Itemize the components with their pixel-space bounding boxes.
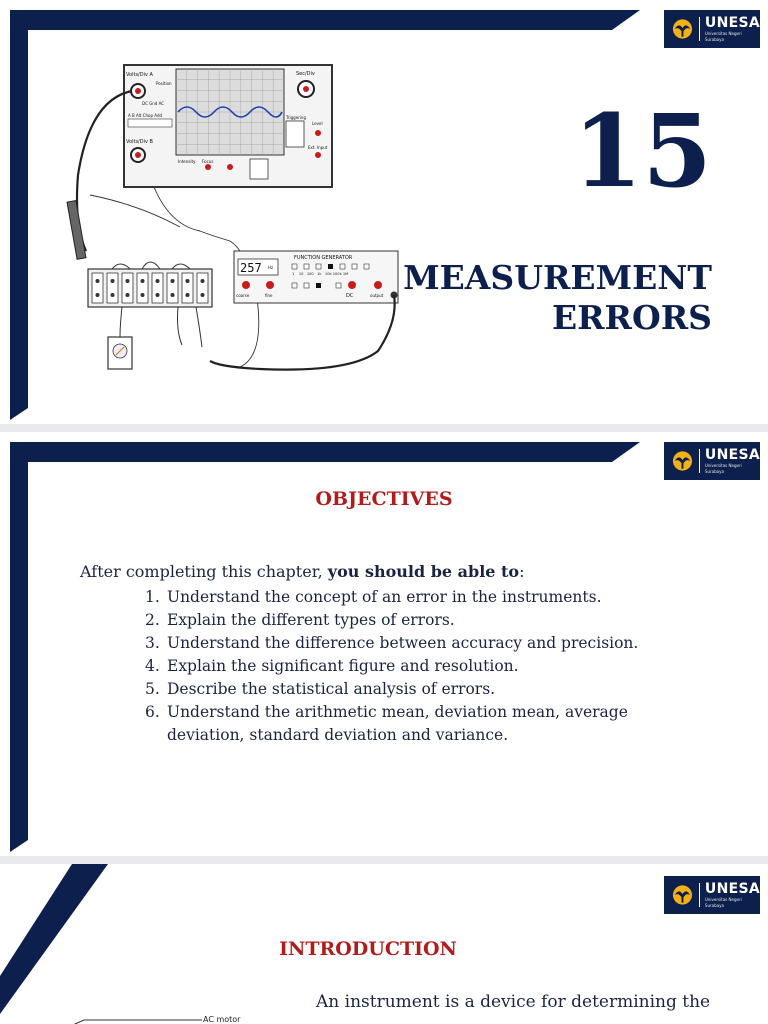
fg-output-label: output — [370, 293, 384, 298]
fg-unit: Hz — [268, 265, 274, 270]
logo-text — [705, 882, 760, 909]
level-label: Level — [312, 121, 323, 126]
logo-text — [705, 16, 760, 43]
introduction-body: An instrument is a device for determining the — [316, 992, 711, 1012]
intro-suffix: : — [519, 562, 525, 581]
intro-bold: you should be able to — [327, 562, 520, 581]
list-item-number: 6. — [145, 703, 160, 721]
logo-name: UNESA — [704, 14, 760, 31]
fg-title: FUNCTION GENERATOR — [294, 255, 353, 261]
list-item-text: Describe the statistical analysis of errors. — [167, 680, 496, 698]
title-slide — [0, 0, 768, 424]
fg-ranges: 1 10 100 1k 10k 100k 1M — [292, 272, 349, 276]
garuda-emblem-icon — [671, 17, 694, 41]
list-item — [145, 632, 705, 655]
trigger-label: Triggering — [286, 115, 306, 120]
garuda-emblem-icon — [671, 883, 694, 907]
list-item-text: Explain the significant figure and resolution. — [167, 657, 519, 675]
position-label: Position — [156, 81, 172, 86]
chapter-number: 15 — [572, 92, 712, 210]
volts-b-label: Volts/Div B — [126, 139, 153, 145]
fg-display-value: 257 — [240, 261, 262, 275]
logo-name: UNESA — [704, 880, 760, 897]
fg-fine-label: fine — [265, 293, 273, 298]
sec-div-label: Sec/Div — [296, 71, 315, 77]
focus-label: Focus — [202, 159, 214, 164]
logo-subtitle: Universitas Negeri Surabaya — [704, 462, 742, 474]
ext-input-label: Ext. Input — [308, 145, 328, 150]
intro-prefix: After completing this chapter, — [80, 562, 328, 581]
slide-separator — [0, 856, 768, 864]
objectives-intro — [80, 562, 525, 581]
unesa-logo — [664, 442, 760, 480]
probe — [67, 201, 86, 260]
introduction-heading: INTRODUCTION — [279, 938, 457, 960]
logo-divider — [699, 883, 700, 907]
list-item-text: Understand the concept of an error in the instruments. — [167, 588, 602, 606]
garuda-emblem-icon — [671, 449, 694, 473]
introduction-slide — [0, 864, 768, 1024]
logo-text — [705, 448, 760, 475]
fg-coarse-label: coarse — [236, 293, 250, 298]
objectives-slide — [0, 432, 768, 856]
logo-divider — [699, 449, 700, 473]
objectives-list — [145, 586, 705, 747]
list-item-text: Understand the difference between accuracy and precision. — [167, 634, 639, 652]
slide-separator — [0, 424, 768, 432]
list-item — [145, 678, 705, 701]
intensity-label: Intensity — [178, 159, 196, 164]
modes-label: A B Alt Chop Add — [128, 113, 163, 118]
logo-name: UNESA — [704, 446, 760, 463]
chapter-title — [403, 258, 712, 338]
objectives-heading: OBJECTIVES — [315, 488, 453, 510]
volts-a-label: Volts/Div A — [126, 72, 153, 78]
list-item — [145, 701, 705, 747]
chapter-title-line-1: MEASUREMENT — [403, 258, 712, 297]
list-item-number: 4. — [145, 657, 160, 675]
list-item-text: Explain the different types of errors. — [167, 611, 455, 629]
ac-motor-label: AC motor — [203, 1015, 241, 1024]
list-item — [145, 609, 705, 632]
unesa-logo — [664, 10, 760, 48]
fg-dc-label: DC — [346, 293, 354, 299]
unesa-logo — [664, 876, 760, 914]
list-item — [145, 655, 705, 678]
logo-subtitle: Universitas Negeri Surabaya — [704, 30, 742, 42]
dc-gnd-ac-label: DC Gnd AC — [142, 101, 165, 106]
list-item-number: 5. — [145, 680, 160, 698]
logo-divider — [699, 17, 700, 41]
list-item-number: 1. — [145, 588, 160, 606]
chapter-title-line-2: ERRORS — [551, 298, 712, 337]
logo-subtitle: Universitas Negeri Surabaya — [704, 896, 742, 908]
list-item-number: 3. — [145, 634, 160, 652]
list-item-text: Understand the arithmetic mean, deviation mean, average deviation, standard deviation and variance. — [167, 703, 628, 744]
list-item — [145, 586, 705, 609]
list-item-number: 2. — [145, 611, 160, 629]
